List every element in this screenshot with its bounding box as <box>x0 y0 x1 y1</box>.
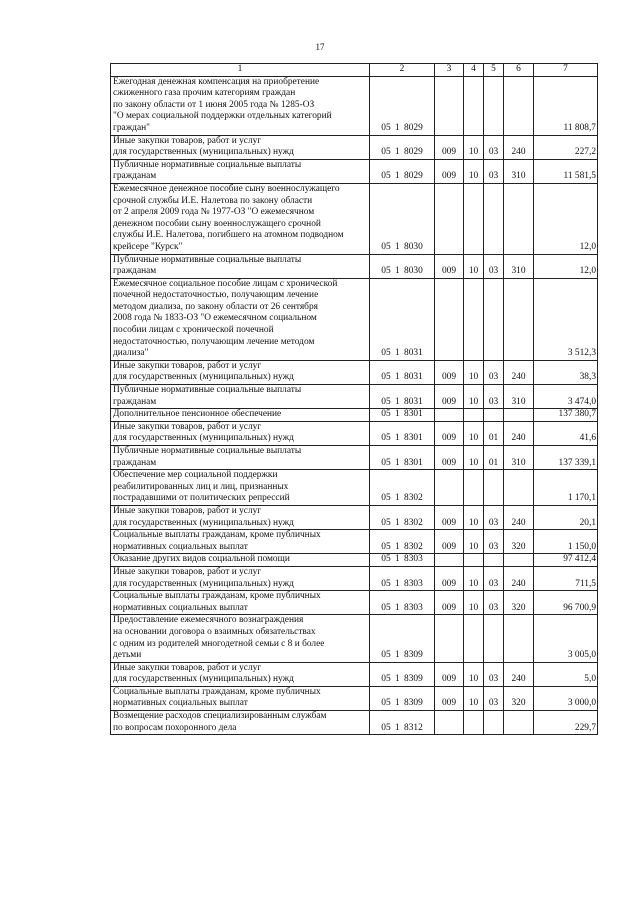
table-row <box>111 421 598 445</box>
row-description: Иные закупки товаров, работ и услуг для государственных (муниципальных) нужд <box>111 505 370 529</box>
budget-table <box>110 63 598 735</box>
amount-value: 711,5 <box>534 566 598 590</box>
admin-code: 009 <box>435 686 464 710</box>
section-code: 10 <box>464 505 484 529</box>
target-code: 05 1 8029 <box>370 135 435 159</box>
expense-type-code: 320 <box>504 686 534 710</box>
header-row <box>111 64 598 77</box>
target-code: 05 1 8301 <box>370 446 435 470</box>
table-row <box>111 446 598 470</box>
row-description: Публичные нормативные социальные выплаты гражданам <box>111 254 370 278</box>
section-code <box>464 409 484 422</box>
table-row <box>111 360 598 384</box>
section-code <box>464 278 484 360</box>
target-code: 05 1 8031 <box>370 278 435 360</box>
table-row <box>111 615 598 662</box>
table-row <box>111 470 598 506</box>
admin-code <box>435 554 464 567</box>
admin-code: 009 <box>435 421 464 445</box>
row-description: Предоставление ежемесячного вознаграждения на основании договора о взаимных обязательствах с одним из родителей многодетной семьи с 8 и более детьми <box>111 615 370 662</box>
row-description: Публичные нормативные социальные выплаты гражданам <box>111 159 370 183</box>
section-code: 10 <box>464 159 484 183</box>
header-cell: 5 <box>484 64 504 77</box>
header-cell: 4 <box>464 64 484 77</box>
expense-type-code <box>504 183 534 254</box>
row-description: Публичные нормативные социальные выплаты гражданам <box>111 446 370 470</box>
expense-type-code: 310 <box>504 385 534 409</box>
section-code <box>464 711 484 735</box>
row-description: Иные закупки товаров, работ и услуг для государственных (муниципальных) нужд <box>111 360 370 384</box>
table-row <box>111 711 598 735</box>
target-code: 05 1 8303 <box>370 591 435 615</box>
amount-value: 3 005,0 <box>534 615 598 662</box>
admin-code: 009 <box>435 446 464 470</box>
target-code: 05 1 8312 <box>370 711 435 735</box>
section-code <box>464 554 484 567</box>
amount-value: 11 808,7 <box>534 76 598 135</box>
admin-code <box>435 278 464 360</box>
table-row <box>111 183 598 254</box>
subsection-code: 01 <box>484 421 504 445</box>
admin-code <box>435 76 464 135</box>
amount-value: 96 700,9 <box>534 591 598 615</box>
admin-code: 009 <box>435 591 464 615</box>
table-row <box>111 76 598 135</box>
table-row <box>111 278 598 360</box>
target-code: 05 1 8309 <box>370 615 435 662</box>
subsection-code <box>484 711 504 735</box>
admin-code: 009 <box>435 254 464 278</box>
amount-value: 38,3 <box>534 360 598 384</box>
expense-type-code <box>504 615 534 662</box>
subsection-code <box>484 409 504 422</box>
target-code: 05 1 8303 <box>370 554 435 567</box>
table-row <box>111 530 598 554</box>
section-code: 10 <box>464 254 484 278</box>
header-cell: 1 <box>111 64 370 77</box>
target-code: 05 1 8302 <box>370 470 435 506</box>
subsection-code <box>484 554 504 567</box>
admin-code <box>435 470 464 506</box>
expense-type-code: 240 <box>504 662 534 686</box>
amount-value: 1 150,0 <box>534 530 598 554</box>
header-cell: 2 <box>370 64 435 77</box>
subsection-code <box>484 183 504 254</box>
amount-value: 137 339,1 <box>534 446 598 470</box>
subsection-code: 03 <box>484 530 504 554</box>
section-code: 10 <box>464 566 484 590</box>
amount-value: 137 380,7 <box>534 409 598 422</box>
subsection-code <box>484 470 504 506</box>
amount-value: 97 412,4 <box>534 554 598 567</box>
table-row <box>111 409 598 422</box>
expense-type-code: 310 <box>504 446 534 470</box>
section-code: 10 <box>464 360 484 384</box>
expense-type-code: 240 <box>504 505 534 529</box>
expense-type-code: 310 <box>504 159 534 183</box>
section-code <box>464 615 484 662</box>
row-description: Иные закупки товаров, работ и услуг для государственных (муниципальных) нужд <box>111 566 370 590</box>
expense-type-code <box>504 711 534 735</box>
admin-code: 009 <box>435 360 464 384</box>
subsection-code: 03 <box>484 662 504 686</box>
section-code: 10 <box>464 446 484 470</box>
table-row <box>111 135 598 159</box>
target-code: 05 1 8302 <box>370 505 435 529</box>
subsection-code: 03 <box>484 159 504 183</box>
subsection-code <box>484 615 504 662</box>
expense-type-code <box>504 409 534 422</box>
expense-type-code: 240 <box>504 421 534 445</box>
target-code: 05 1 8301 <box>370 421 435 445</box>
target-code: 05 1 8030 <box>370 183 435 254</box>
table-row <box>111 254 598 278</box>
target-code: 05 1 8302 <box>370 530 435 554</box>
amount-value: 20,1 <box>534 505 598 529</box>
table-row <box>111 662 598 686</box>
target-code: 05 1 8029 <box>370 159 435 183</box>
admin-code <box>435 409 464 422</box>
amount-value: 227,2 <box>534 135 598 159</box>
amount-value: 12,0 <box>534 254 598 278</box>
expense-type-code <box>504 554 534 567</box>
admin-code: 009 <box>435 505 464 529</box>
table-row <box>111 505 598 529</box>
row-description: Социальные выплаты гражданам, кроме публичных нормативных социальных выплат <box>111 591 370 615</box>
subsection-code: 03 <box>484 385 504 409</box>
section-code: 10 <box>464 135 484 159</box>
section-code <box>464 470 484 506</box>
table-row <box>111 159 598 183</box>
section-code: 10 <box>464 530 484 554</box>
target-code: 05 1 8303 <box>370 566 435 590</box>
expense-type-code: 240 <box>504 566 534 590</box>
expense-type-code: 240 <box>504 360 534 384</box>
target-code: 05 1 8031 <box>370 360 435 384</box>
row-description: Ежемесячное социальное пособие лицам с хронической почечной недостаточностью, получающим лечение методом диализа, по закону области от 26 сентября 2008 года № 1833-ОЗ "О ежемесячном социальном пособии лицам с хронической почечной недостаточностью, получающим лечение методом диализа" <box>111 278 370 360</box>
expense-type-code: 240 <box>504 135 534 159</box>
row-description: Возмещение расходов специализированным службам по вопросам похоронного дела <box>111 711 370 735</box>
amount-value: 11 581,5 <box>534 159 598 183</box>
expense-type-code <box>504 470 534 506</box>
row-description: Социальные выплаты гражданам, кроме публичных нормативных социальных выплат <box>111 686 370 710</box>
section-code <box>464 76 484 135</box>
amount-value: 3 474,0 <box>534 385 598 409</box>
admin-code: 009 <box>435 530 464 554</box>
admin-code: 009 <box>435 662 464 686</box>
row-description: Оказание других видов социальной помощи <box>111 554 370 567</box>
expense-type-code: 320 <box>504 591 534 615</box>
header-cell: 7 <box>534 64 598 77</box>
page-number: 17 <box>315 42 325 52</box>
target-code: 05 1 8309 <box>370 686 435 710</box>
row-description: Социальные выплаты гражданам, кроме публичных нормативных социальных выплат <box>111 530 370 554</box>
admin-code: 009 <box>435 135 464 159</box>
table-row <box>111 591 598 615</box>
admin-code: 009 <box>435 385 464 409</box>
section-code: 10 <box>464 421 484 445</box>
subsection-code: 01 <box>484 446 504 470</box>
amount-value: 3 000,0 <box>534 686 598 710</box>
subsection-code: 03 <box>484 254 504 278</box>
row-description: Дополнительное пенсионное обеспечение <box>111 409 370 422</box>
subsection-code: 03 <box>484 686 504 710</box>
row-description: Ежегодная денежная компенсация на приобретение сжиженного газа прочим категориям граждан по закону области от 1 июня 2005 года № 1285-ОЗ "О мерах социальной поддержки отдельных категорий граждан" <box>111 76 370 135</box>
header-cell: 3 <box>435 64 464 77</box>
amount-value: 1 170,1 <box>534 470 598 506</box>
expense-type-code <box>504 76 534 135</box>
admin-code <box>435 615 464 662</box>
expense-type-code: 320 <box>504 530 534 554</box>
expense-type-code <box>504 278 534 360</box>
admin-code <box>435 711 464 735</box>
table-row <box>111 554 598 567</box>
row-description: Публичные нормативные социальные выплаты гражданам <box>111 385 370 409</box>
target-code: 05 1 8301 <box>370 409 435 422</box>
admin-code: 009 <box>435 566 464 590</box>
amount-value: 5,0 <box>534 662 598 686</box>
section-code: 10 <box>464 385 484 409</box>
expense-type-code: 310 <box>504 254 534 278</box>
subsection-code: 03 <box>484 505 504 529</box>
target-code: 05 1 8030 <box>370 254 435 278</box>
section-code: 10 <box>464 686 484 710</box>
subsection-code <box>484 278 504 360</box>
target-code: 05 1 8029 <box>370 76 435 135</box>
section-code <box>464 183 484 254</box>
admin-code: 009 <box>435 159 464 183</box>
subsection-code: 03 <box>484 135 504 159</box>
header-cell: 6 <box>504 64 534 77</box>
row-description: Ежемесячное денежное пособие сыну военнослужащего срочной службы И.Е. Налетова по закону области от 2 апреля 2009 года № 1977-ОЗ "О ежемесячном денежном пособии сыну военнослужащего срочной службы И.Е. Налетова, погибшего на атомном подводном крейсере "Курск" <box>111 183 370 254</box>
table-row <box>111 385 598 409</box>
row-description: Иные закупки товаров, работ и услуг для государственных (муниципальных) нужд <box>111 421 370 445</box>
subsection-code: 03 <box>484 591 504 615</box>
amount-value: 229,7 <box>534 711 598 735</box>
target-code: 05 1 8031 <box>370 385 435 409</box>
subsection-code <box>484 76 504 135</box>
row-description: Обеспечение мер социальной поддержки реабилитированных лиц и лиц, признанных пострадавшими от политических репрессий <box>111 470 370 506</box>
admin-code <box>435 183 464 254</box>
table-row <box>111 686 598 710</box>
section-code: 10 <box>464 591 484 615</box>
row-description: Иные закупки товаров, работ и услуг для государственных (муниципальных) нужд <box>111 662 370 686</box>
row-description: Иные закупки товаров, работ и услуг для государственных (муниципальных) нужд <box>111 135 370 159</box>
amount-value: 12,0 <box>534 183 598 254</box>
table-row <box>111 566 598 590</box>
section-code: 10 <box>464 662 484 686</box>
subsection-code: 03 <box>484 566 504 590</box>
amount-value: 41,6 <box>534 421 598 445</box>
amount-value: 3 512,3 <box>534 278 598 360</box>
subsection-code: 03 <box>484 360 504 384</box>
target-code: 05 1 8309 <box>370 662 435 686</box>
